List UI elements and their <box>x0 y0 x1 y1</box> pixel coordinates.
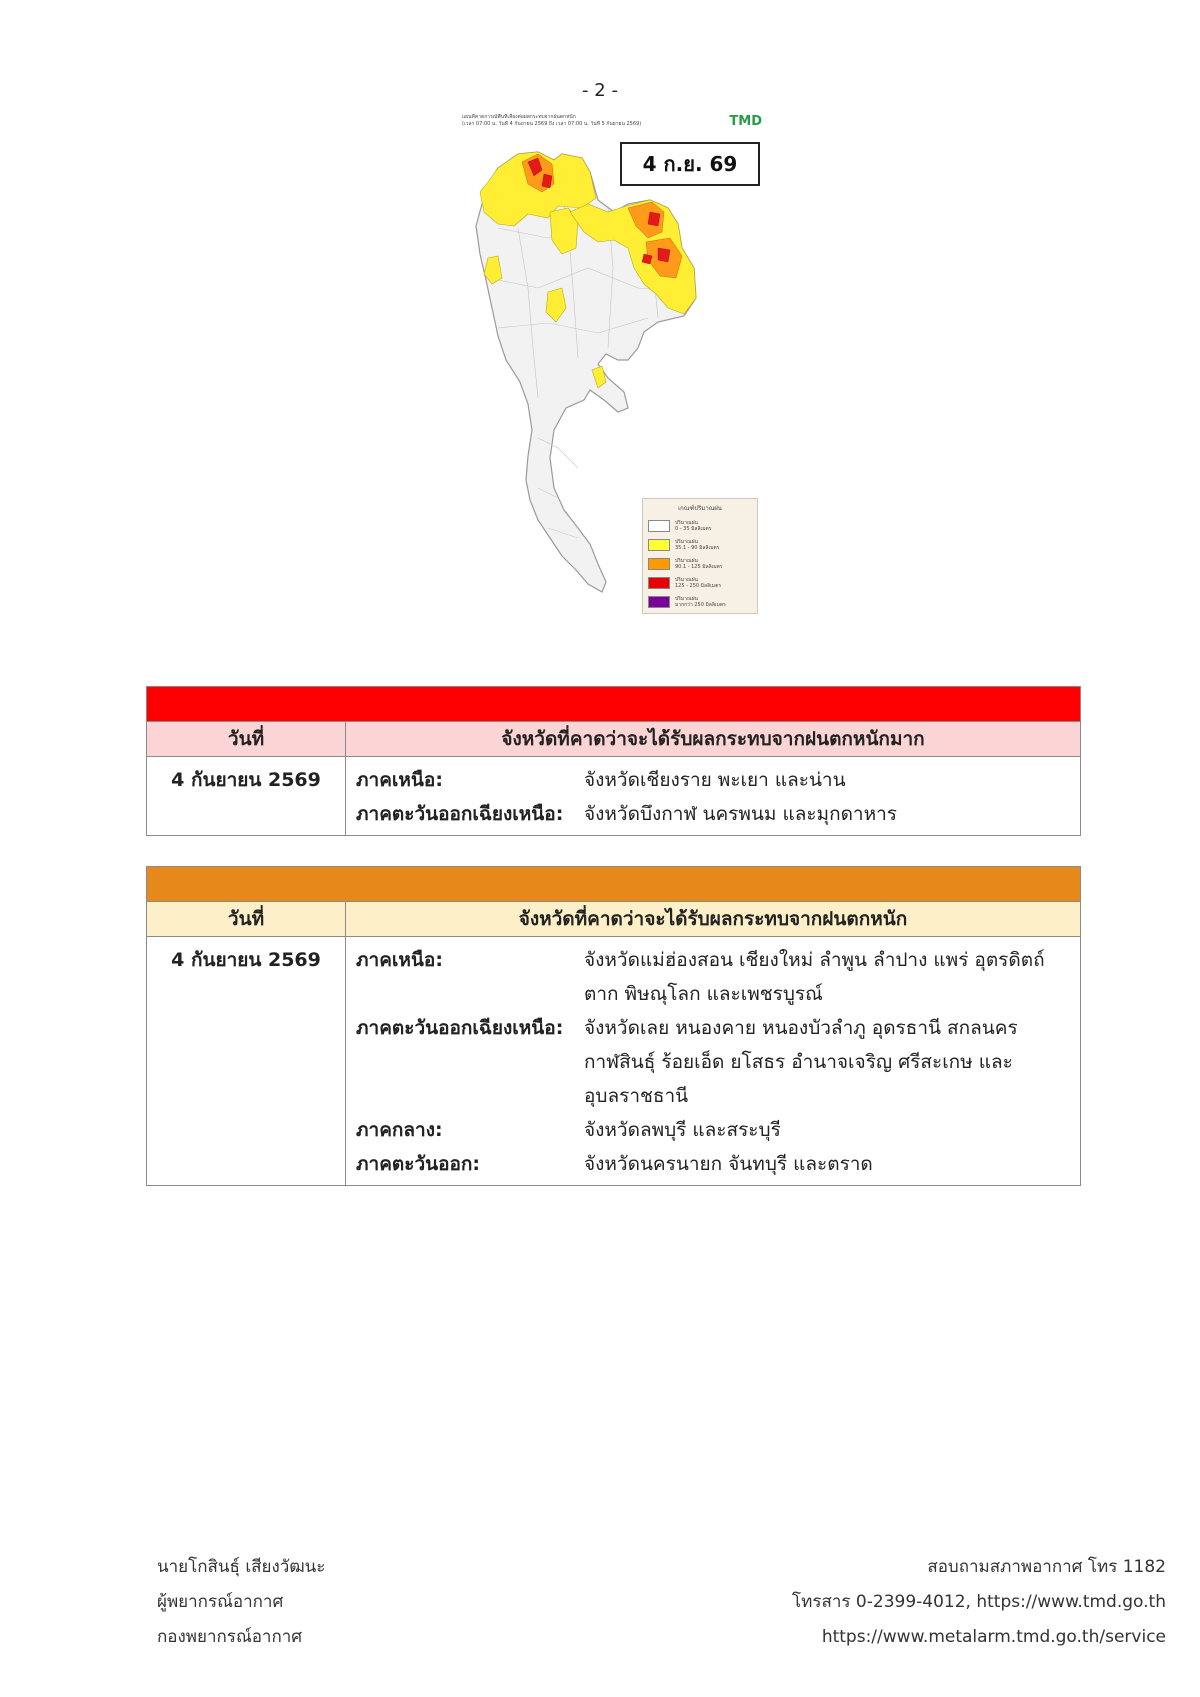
region-provinces: จังหวัดบึงกาฬ นครพนม และมุกดาหาร <box>584 803 897 825</box>
region-row <box>356 943 1070 1011</box>
legend-item <box>648 573 752 592</box>
very-heavy-rain-table <box>146 686 1081 836</box>
region-name: ภาคตะวันออกเฉียงเหนือ: <box>356 803 564 825</box>
forecaster-name: นายโกสินธุ์ เสียงวัฒนะ <box>157 1557 326 1577</box>
table-row <box>147 757 1081 836</box>
region-name: ภาคเหนือ: <box>356 769 443 791</box>
region-provinces: จังหวัดแม่ฮ่องสอน เชียงใหม่ ลำพูน ลำปาง แพร่ อุตรดิตถ์ ตาก พิษณุโลก และเพชรบูรณ์ <box>584 949 1045 1005</box>
legend-label: ปริมาณฝน 90.1 - 125 มิลลิเมตร <box>675 557 723 570</box>
legend-label: ปริมาณฝน 0 - 35 มิลลิเมตร <box>675 519 712 532</box>
legend-item <box>648 535 752 554</box>
column-header-date: วันที่ <box>147 722 346 757</box>
region-name: ภาคตะวันออก: <box>356 1153 481 1175</box>
forecast-date: 4 กันยายน 2569 <box>147 937 346 1186</box>
tmd-logo: TMD <box>729 114 762 129</box>
map-header-line: (เวลา 07:00 น. วันที่ 4 กันยายน 2569 ถึง เวลา 07:00 น. วันที่ 5 กันยายน 2569) <box>462 121 642 127</box>
legend-swatch <box>648 520 670 532</box>
legend-item <box>648 516 752 535</box>
region-row <box>356 1113 1070 1147</box>
region-name: ภาคกลาง: <box>356 1119 443 1141</box>
region-provinces: จังหวัดนครนายก จันทบุรี และตราด <box>584 1153 873 1175</box>
legend-swatch <box>648 577 670 589</box>
legend-title: เกณฑ์ปริมาณฝน <box>678 505 722 512</box>
legend-swatch <box>648 558 670 570</box>
region-name: ภาคตะวันออกเฉียงเหนือ: <box>356 1017 564 1039</box>
map-date-label: 4 ก.ย. 69 <box>620 142 760 186</box>
contact-phone: สอบถามสภาพอากาศ โทร 1182 <box>927 1557 1166 1577</box>
region-row <box>356 763 1070 797</box>
legend-swatch <box>648 596 670 608</box>
region-provinces: จังหวัดลพบุรี และสระบุรี <box>584 1119 781 1141</box>
region-row <box>356 1011 1070 1113</box>
legend-label: ปริมาณฝน 125 - 250 มิลลิเมตร <box>675 576 722 589</box>
region-name: ภาคเหนือ: <box>356 949 443 971</box>
table-banner <box>147 867 1081 902</box>
region-row <box>356 797 1070 831</box>
map-legend <box>642 498 758 614</box>
legend-label: ปริมาณฝน มากกว่า 250 มิลลิเมตร <box>675 595 726 608</box>
contact-info <box>792 1550 1166 1655</box>
contact-service-url: https://www.metalarm.tmd.go.th/service <box>821 1627 1166 1647</box>
map-header-line: แผนที่คาดการณ์พื้นที่เสี่ยงต่อผลกระทบจากฝนตกหนัก <box>462 114 576 120</box>
region-provinces: จังหวัดเลย หนองคาย หนองบัวลำภู อุดรธานี สกลนคร กาฬสินธุ์ ร้อยเอ็ด ยโสธร อำนาจเจริญ ศรีสะเกษ และอุบลราชธานี <box>584 1017 1018 1107</box>
region-list <box>346 757 1081 836</box>
legend-item <box>648 592 752 611</box>
page-number: - 2 - <box>582 80 618 101</box>
column-header-provinces: จังหวัดที่คาดว่าจะได้รับผลกระทบจากฝนตกหนัก <box>346 902 1081 937</box>
forecaster-signature-block <box>157 1550 325 1655</box>
legend-swatch <box>648 539 670 551</box>
legend-label: ปริมาณฝน 35.1 - 90 มิลลิเมตร <box>675 538 720 551</box>
column-header-provinces: จังหวัดที่คาดว่าจะได้รับผลกระทบจากฝนตกหนักมาก <box>346 722 1081 757</box>
region-row <box>356 1147 1070 1181</box>
forecaster-division: กองพยากรณ์อากาศ <box>157 1627 303 1647</box>
rainfall-risk-map <box>458 108 766 628</box>
table-row <box>147 937 1081 1186</box>
forecaster-title: ผู้พยากรณ์อากาศ <box>157 1592 284 1612</box>
region-list <box>346 937 1081 1186</box>
column-header-date: วันที่ <box>147 902 346 937</box>
table-banner <box>147 687 1081 722</box>
heavy-rain-table <box>146 866 1081 1186</box>
map-header <box>462 114 682 128</box>
region-provinces: จังหวัดเชียงราย พะเยา และน่าน <box>584 769 846 791</box>
legend-item <box>648 554 752 573</box>
contact-fax-website: โทรสาร 0-2399-4012, https://www.tmd.go.th <box>792 1592 1166 1612</box>
forecast-date: 4 กันยายน 2569 <box>147 757 346 836</box>
